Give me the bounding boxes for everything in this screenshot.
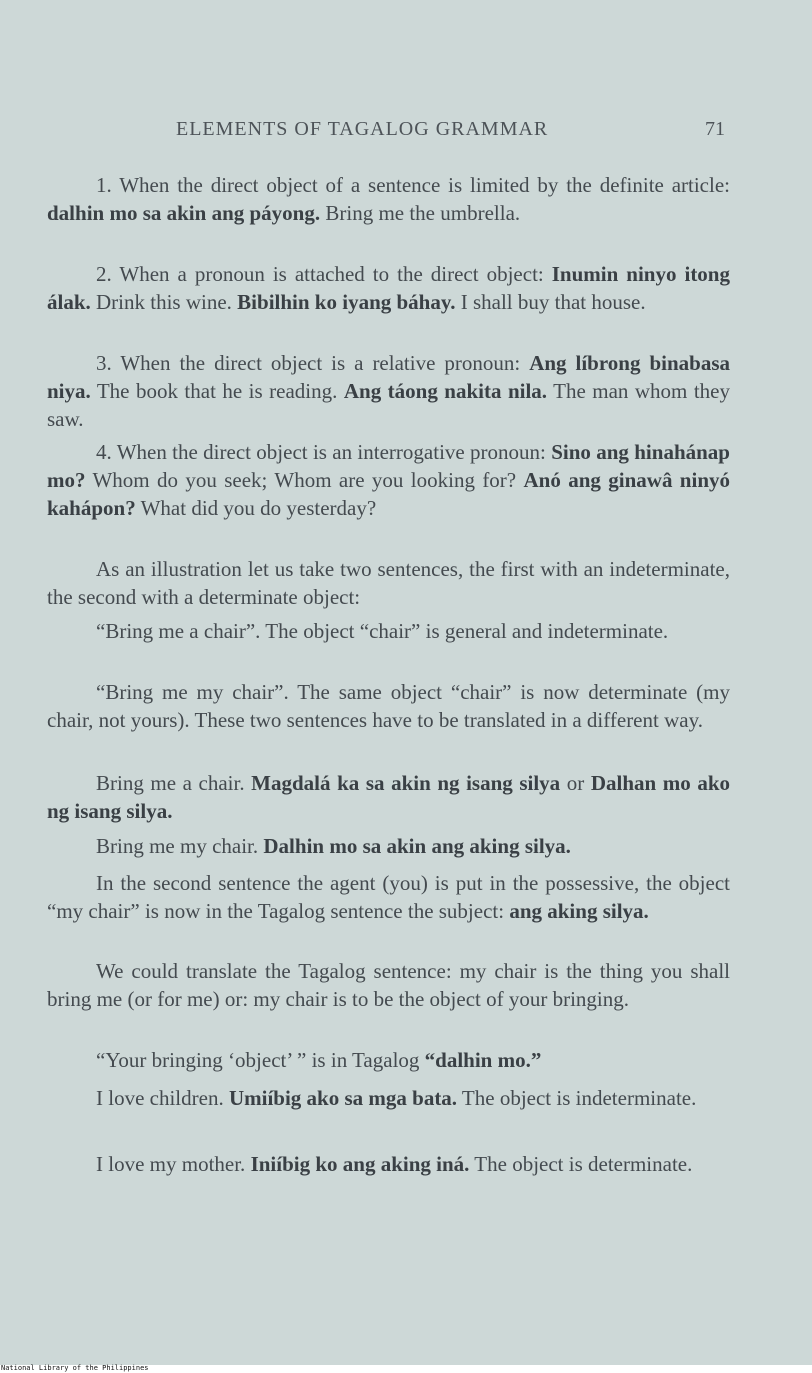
- text-run: As an illustration let us take two sentences, the first with an indeterminate, the second with a determinate object:: [47, 557, 730, 609]
- text-run: or: [560, 771, 591, 795]
- text-run: 4. When the direct object is an interrogative pronoun:: [96, 440, 552, 464]
- tagalog-example: Sino ang hinahánap mo?: [47, 440, 730, 492]
- paragraph-1: [47, 171, 730, 227]
- paragraph-13: [47, 1084, 730, 1112]
- paragraph-4: [47, 438, 730, 522]
- text-run: Bring me the umbrella.: [320, 201, 521, 225]
- tagalog-example: Dalhan mo ako ng isang silya.: [47, 771, 731, 823]
- paragraph-5: [47, 555, 730, 611]
- paragraph-14: [47, 1150, 730, 1178]
- text-run: I shall buy that house.: [455, 290, 646, 314]
- tagalog-example: Dalhin mo sa akin ang aking silya.: [263, 834, 571, 858]
- paragraph-6: [47, 617, 730, 645]
- text-run: Bring me a chair.: [96, 771, 252, 795]
- text-run: The object is determinate.: [469, 1152, 693, 1176]
- text-run: Whom do you seek; Whom are you looking for?: [85, 468, 524, 492]
- page-number: 71: [705, 118, 725, 140]
- tagalog-example: “dalhin mo.”: [424, 1048, 542, 1072]
- text-run: I love children.: [96, 1086, 229, 1110]
- text-run: “Bring me my chair”. The same object “chair” is now determinate (my chair, not yours). These two sentences have to be translated in a different way.: [47, 680, 730, 732]
- tagalog-example: Umiíbig ako sa mga bata.: [228, 1086, 458, 1110]
- paragraph-10: [47, 869, 730, 925]
- text-run: Drink this wine.: [90, 290, 238, 314]
- text-run: 1. When the direct object of a sentence is limited by the definite article:: [96, 173, 730, 197]
- text-run: 2. When a pronoun is attached to the direct object:: [96, 262, 552, 286]
- text-run: The object is indeterminate.: [457, 1086, 697, 1110]
- tagalog-example: Iniíbig ko ang aking iná.: [250, 1152, 470, 1176]
- tagalog-example: Magdalá ka sa akin ng isang silya: [251, 771, 561, 795]
- text-run: In the second sentence the agent (you) is put in the possessive, the object “my chair” is now in the Tagalog sentence the subject:: [47, 871, 730, 923]
- running-head: [0, 118, 812, 144]
- tagalog-example: ang aking silya.: [509, 899, 649, 923]
- text-run: “Bring me a chair”. The object “chair” is general and indeterminate.: [96, 619, 669, 643]
- paragraph-7: [47, 678, 730, 734]
- tagalog-example: Anó ang ginawâ ninyó kahápon?: [47, 468, 730, 520]
- paragraph-8: [47, 769, 730, 825]
- tagalog-example: Bibilhin ko iyang báhay.: [237, 290, 456, 314]
- paragraph-9: [47, 832, 730, 860]
- text-run: I love my mother.: [96, 1152, 251, 1176]
- text-run: We could translate the Tagalog sentence: my chair is the thing you shall bring me (or for me) or: my chair is to be the object of your bringing.: [47, 959, 730, 1011]
- text-run: 3. When the direct object is a relative pronoun:: [96, 351, 530, 375]
- text-run: The book that he is reading.: [90, 379, 344, 403]
- text-run: The man whom they saw.: [47, 379, 730, 431]
- text-run: What did you do yesterday?: [135, 496, 377, 520]
- paragraph-11: [47, 957, 730, 1013]
- paragraph-2: [47, 260, 730, 316]
- text-run: “Your bringing ‘object’ ” is in Tagalog: [96, 1048, 425, 1072]
- tagalog-example: Ang líbrong binabasa niya.: [47, 351, 730, 403]
- paragraph-12: [47, 1046, 730, 1074]
- text-run: Bring me my chair.: [96, 834, 264, 858]
- paragraph-3: [47, 349, 730, 433]
- library-credit: National Library of the Philippines: [1, 1364, 149, 1372]
- footer-strip: [0, 1365, 812, 1373]
- tagalog-example: Inumin ninyo itong álak.: [47, 262, 730, 314]
- tagalog-example: dalhin mo sa akin ang páyong.: [47, 201, 321, 225]
- tagalog-example: Ang táong nakita nila.: [343, 379, 548, 403]
- running-head-title: ELEMENTS OF TAGALOG GRAMMAR: [176, 118, 549, 140]
